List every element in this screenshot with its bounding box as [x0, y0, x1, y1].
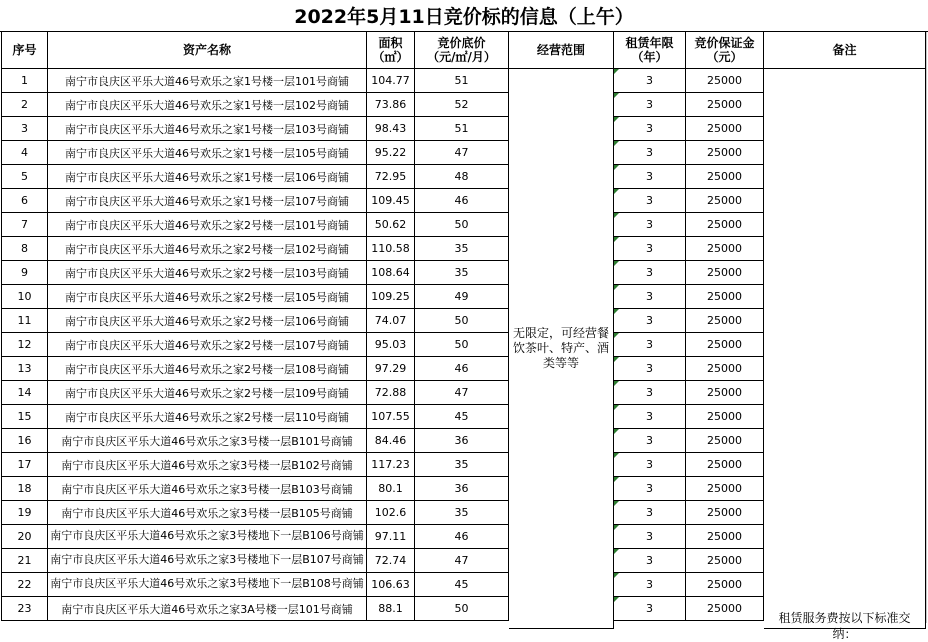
row-index-cell[interactable]: 13	[1, 357, 48, 381]
lease-years-cell[interactable]: 3	[614, 333, 686, 357]
deposit-cell[interactable]: 25000	[686, 93, 764, 117]
base-price-cell[interactable]: 50	[415, 309, 509, 333]
deposit-cell[interactable]: 25000	[686, 405, 764, 429]
header-base-price[interactable]: 竞价底价 （元/㎡/月）	[415, 32, 509, 69]
lease-years-cell[interactable]: 3	[614, 525, 686, 549]
row-index-cell[interactable]: 9	[1, 261, 48, 285]
area-cell[interactable]: 107.55	[367, 405, 415, 429]
deposit-cell[interactable]: 25000	[686, 477, 764, 501]
lease-years-cell[interactable]: 3	[614, 405, 686, 429]
asset-name-cell[interactable]: 南宁市良庆区平乐大道46号欢乐之家3号楼地下一层B106号商铺	[48, 525, 367, 549]
asset-name-cell[interactable]: 南宁市良庆区平乐大道46号欢乐之家1号楼一层103号商铺	[48, 117, 367, 141]
base-price-cell[interactable]: 46	[415, 525, 509, 549]
lease-years-cell[interactable]: 3	[614, 573, 686, 597]
asset-name-cell[interactable]: 南宁市良庆区平乐大道46号欢乐之家3A号楼一层101号商铺	[48, 597, 367, 621]
asset-name-cell[interactable]: 南宁市良庆区平乐大道46号欢乐之家2号楼一层102号商铺	[48, 237, 367, 261]
area-cell[interactable]: 104.77	[367, 69, 415, 93]
remark-text: 租赁服务费按以下标准交纳：	[778, 611, 911, 641]
lease-years-cell[interactable]: 3	[614, 189, 686, 213]
deposit-cell[interactable]: 25000	[686, 573, 764, 597]
asset-name-cell[interactable]: 南宁市良庆区平乐大道46号欢乐之家3号楼一层B105号商铺	[48, 501, 367, 525]
deposit-cell[interactable]: 25000	[686, 189, 764, 213]
header-remark[interactable]: 备注	[764, 32, 926, 69]
row-index-cell[interactable]: 22	[1, 573, 48, 597]
deposit-cell[interactable]: 25000	[686, 453, 764, 477]
deposit-cell[interactable]: 25000	[686, 309, 764, 333]
row-index-cell[interactable]: 12	[1, 333, 48, 357]
deposit-cell[interactable]: 25000	[686, 285, 764, 309]
base-price-cell[interactable]: 47	[415, 381, 509, 405]
base-price-cell[interactable]: 47	[415, 549, 509, 573]
base-price-cell[interactable]: 51	[415, 117, 509, 141]
base-price-cell[interactable]: 45	[415, 573, 509, 597]
deposit-cell[interactable]: 25000	[686, 597, 764, 621]
deposit-cell[interactable]: 25000	[686, 525, 764, 549]
lease-years-cell[interactable]: 3	[614, 117, 686, 141]
row-index-cell[interactable]: 3	[1, 117, 48, 141]
lease-years-cell[interactable]: 3	[614, 453, 686, 477]
asset-name-cell[interactable]: 南宁市良庆区平乐大道46号欢乐之家1号楼一层107号商铺	[48, 189, 367, 213]
row-index-cell[interactable]: 2	[1, 93, 48, 117]
lease-years-cell[interactable]: 3	[614, 237, 686, 261]
row-index-cell[interactable]: 4	[1, 141, 48, 165]
deposit-cell[interactable]: 25000	[686, 69, 764, 93]
asset-name-cell[interactable]: 南宁市良庆区平乐大道46号欢乐之家3号楼地下一层B108号商铺	[48, 573, 367, 597]
base-price-cell[interactable]: 35	[415, 261, 509, 285]
area-cell[interactable]: 88.1	[367, 597, 415, 621]
lease-years-cell[interactable]: 3	[614, 429, 686, 453]
business-scope-cell[interactable]: 无限定，可经营餐饮茶叶、特产、酒类等等	[509, 69, 614, 629]
header-lease-years[interactable]: 租赁年限 （年）	[614, 32, 686, 69]
lease-years-cell[interactable]: 3	[614, 549, 686, 573]
header-area[interactable]: 面积 （㎡）	[367, 32, 415, 69]
area-cell[interactable]: 95.03	[367, 333, 415, 357]
asset-name-cell[interactable]: 南宁市良庆区平乐大道46号欢乐之家2号楼一层107号商铺	[48, 333, 367, 357]
asset-name-cell[interactable]: 南宁市良庆区平乐大道46号欢乐之家1号楼一层102号商铺	[48, 93, 367, 117]
asset-name-cell[interactable]: 南宁市良庆区平乐大道46号欢乐之家3号楼一层B101号商铺	[48, 429, 367, 453]
base-price-cell[interactable]: 49	[415, 285, 509, 309]
deposit-cell[interactable]: 25000	[686, 549, 764, 573]
area-cell[interactable]: 72.88	[367, 381, 415, 405]
area-cell[interactable]: 109.45	[367, 189, 415, 213]
deposit-cell[interactable]: 25000	[686, 117, 764, 141]
area-cell[interactable]: 97.29	[367, 357, 415, 381]
area-cell[interactable]: 102.6	[367, 501, 415, 525]
base-price-cell[interactable]: 52	[415, 93, 509, 117]
lease-years-cell[interactable]: 3	[614, 69, 686, 93]
base-price-cell[interactable]: 36	[415, 429, 509, 453]
area-cell[interactable]: 110.58	[367, 237, 415, 261]
lease-years-cell[interactable]: 3	[614, 381, 686, 405]
area-cell[interactable]: 74.07	[367, 309, 415, 333]
base-price-cell[interactable]: 46	[415, 189, 509, 213]
row-index-cell[interactable]: 10	[1, 285, 48, 309]
base-price-cell[interactable]: 50	[415, 597, 509, 621]
area-cell[interactable]: 95.22	[367, 141, 415, 165]
row-index-cell[interactable]: 17	[1, 453, 48, 477]
area-cell[interactable]: 97.11	[367, 525, 415, 549]
header-business-scope[interactable]: 经营范围	[509, 32, 614, 69]
deposit-cell[interactable]: 25000	[686, 141, 764, 165]
asset-name-cell[interactable]: 南宁市良庆区平乐大道46号欢乐之家3号楼一层B102号商铺	[48, 453, 367, 477]
header-asset-name[interactable]: 资产名称	[48, 32, 367, 69]
area-cell[interactable]: 108.64	[367, 261, 415, 285]
deposit-cell[interactable]: 25000	[686, 261, 764, 285]
asset-name-cell[interactable]: 南宁市良庆区平乐大道46号欢乐之家2号楼一层110号商铺	[48, 405, 367, 429]
asset-name-cell[interactable]: 南宁市良庆区平乐大道46号欢乐之家2号楼一层105号商铺	[48, 285, 367, 309]
header-index[interactable]: 序号	[1, 32, 48, 69]
row-index-cell[interactable]: 18	[1, 477, 48, 501]
base-price-cell[interactable]: 48	[415, 165, 509, 189]
row-index-cell[interactable]: 16	[1, 429, 48, 453]
lease-years-cell[interactable]: 3	[614, 501, 686, 525]
asset-name-cell[interactable]: 南宁市良庆区平乐大道46号欢乐之家2号楼一层108号商铺	[48, 357, 367, 381]
row-index-cell[interactable]: 1	[1, 69, 48, 93]
lease-years-cell[interactable]: 3	[614, 93, 686, 117]
area-cell[interactable]: 84.46	[367, 429, 415, 453]
row-index-cell[interactable]: 21	[1, 549, 48, 573]
row-index-cell[interactable]: 5	[1, 165, 48, 189]
base-price-cell[interactable]: 51	[415, 69, 509, 93]
deposit-cell[interactable]: 25000	[686, 501, 764, 525]
asset-name-cell[interactable]: 南宁市良庆区平乐大道46号欢乐之家3号楼地下一层B107号商铺	[48, 549, 367, 573]
area-cell[interactable]: 80.1	[367, 477, 415, 501]
lease-years-cell[interactable]: 3	[614, 141, 686, 165]
area-cell[interactable]: 106.63	[367, 573, 415, 597]
lease-years-cell[interactable]: 3	[614, 309, 686, 333]
lease-years-cell[interactable]: 3	[614, 285, 686, 309]
header-deposit[interactable]: 竞价保证金 （元）	[686, 32, 764, 69]
base-price-cell[interactable]: 50	[415, 333, 509, 357]
row-index-cell[interactable]: 19	[1, 501, 48, 525]
area-cell[interactable]: 50.62	[367, 213, 415, 237]
asset-name-cell[interactable]: 南宁市良庆区平乐大道46号欢乐之家3号楼一层B103号商铺	[48, 477, 367, 501]
row-index-cell[interactable]: 11	[1, 309, 48, 333]
area-cell[interactable]: 98.43	[367, 117, 415, 141]
remark-cell[interactable]	[764, 69, 926, 641]
lease-years-cell[interactable]: 3	[614, 357, 686, 381]
row-index-cell[interactable]: 15	[1, 405, 48, 429]
asset-name-cell[interactable]: 南宁市良庆区平乐大道46号欢乐之家2号楼一层106号商铺	[48, 309, 367, 333]
sheet-title: 2022年5月11日竞价标的信息（上午）	[0, 0, 928, 32]
deposit-cell[interactable]: 25000	[686, 165, 764, 189]
base-price-cell[interactable]: 45	[415, 405, 509, 429]
deposit-cell[interactable]: 25000	[686, 357, 764, 381]
row-index-cell[interactable]: 14	[1, 381, 48, 405]
deposit-cell[interactable]: 25000	[686, 213, 764, 237]
base-price-cell[interactable]: 35	[415, 237, 509, 261]
base-price-cell[interactable]: 46	[415, 357, 509, 381]
asset-name-cell[interactable]: 南宁市良庆区平乐大道46号欢乐之家1号楼一层101号商铺	[48, 69, 367, 93]
row-index-cell[interactable]: 6	[1, 189, 48, 213]
row-index-cell[interactable]: 20	[1, 525, 48, 549]
asset-name-cell[interactable]: 南宁市良庆区平乐大道46号欢乐之家2号楼一层103号商铺	[48, 261, 367, 285]
asset-name-cell[interactable]: 南宁市良庆区平乐大道46号欢乐之家1号楼一层105号商铺	[48, 141, 367, 165]
lease-years-cell[interactable]: 3	[614, 261, 686, 285]
area-cell[interactable]: 72.74	[367, 549, 415, 573]
deposit-cell[interactable]: 25000	[686, 333, 764, 357]
base-price-cell[interactable]: 35	[415, 501, 509, 525]
base-price-cell[interactable]: 47	[415, 141, 509, 165]
lease-years-cell[interactable]: 3	[614, 477, 686, 501]
asset-name-cell[interactable]: 南宁市良庆区平乐大道46号欢乐之家2号楼一层109号商铺	[48, 381, 367, 405]
deposit-cell[interactable]: 25000	[686, 429, 764, 453]
asset-name-cell[interactable]: 南宁市良庆区平乐大道46号欢乐之家2号楼一层101号商铺	[48, 213, 367, 237]
asset-name-cell[interactable]: 南宁市良庆区平乐大道46号欢乐之家1号楼一层106号商铺	[48, 165, 367, 189]
deposit-cell[interactable]: 25000	[686, 381, 764, 405]
base-price-cell[interactable]: 35	[415, 453, 509, 477]
sheet-gridline	[926, 32, 927, 623]
row-index-cell[interactable]: 7	[1, 213, 48, 237]
base-price-cell[interactable]: 50	[415, 213, 509, 237]
lease-years-cell[interactable]: 3	[614, 165, 686, 189]
row-index-cell[interactable]: 23	[1, 597, 48, 621]
base-price-cell[interactable]: 36	[415, 477, 509, 501]
deposit-cell[interactable]: 25000	[686, 237, 764, 261]
row-index-cell[interactable]: 8	[1, 237, 48, 261]
lease-years-cell[interactable]: 3	[614, 597, 686, 621]
lease-years-cell[interactable]: 3	[614, 213, 686, 237]
area-cell[interactable]: 109.25	[367, 285, 415, 309]
area-cell[interactable]: 72.95	[367, 165, 415, 189]
area-cell[interactable]: 117.23	[367, 453, 415, 477]
area-cell[interactable]: 73.86	[367, 93, 415, 117]
